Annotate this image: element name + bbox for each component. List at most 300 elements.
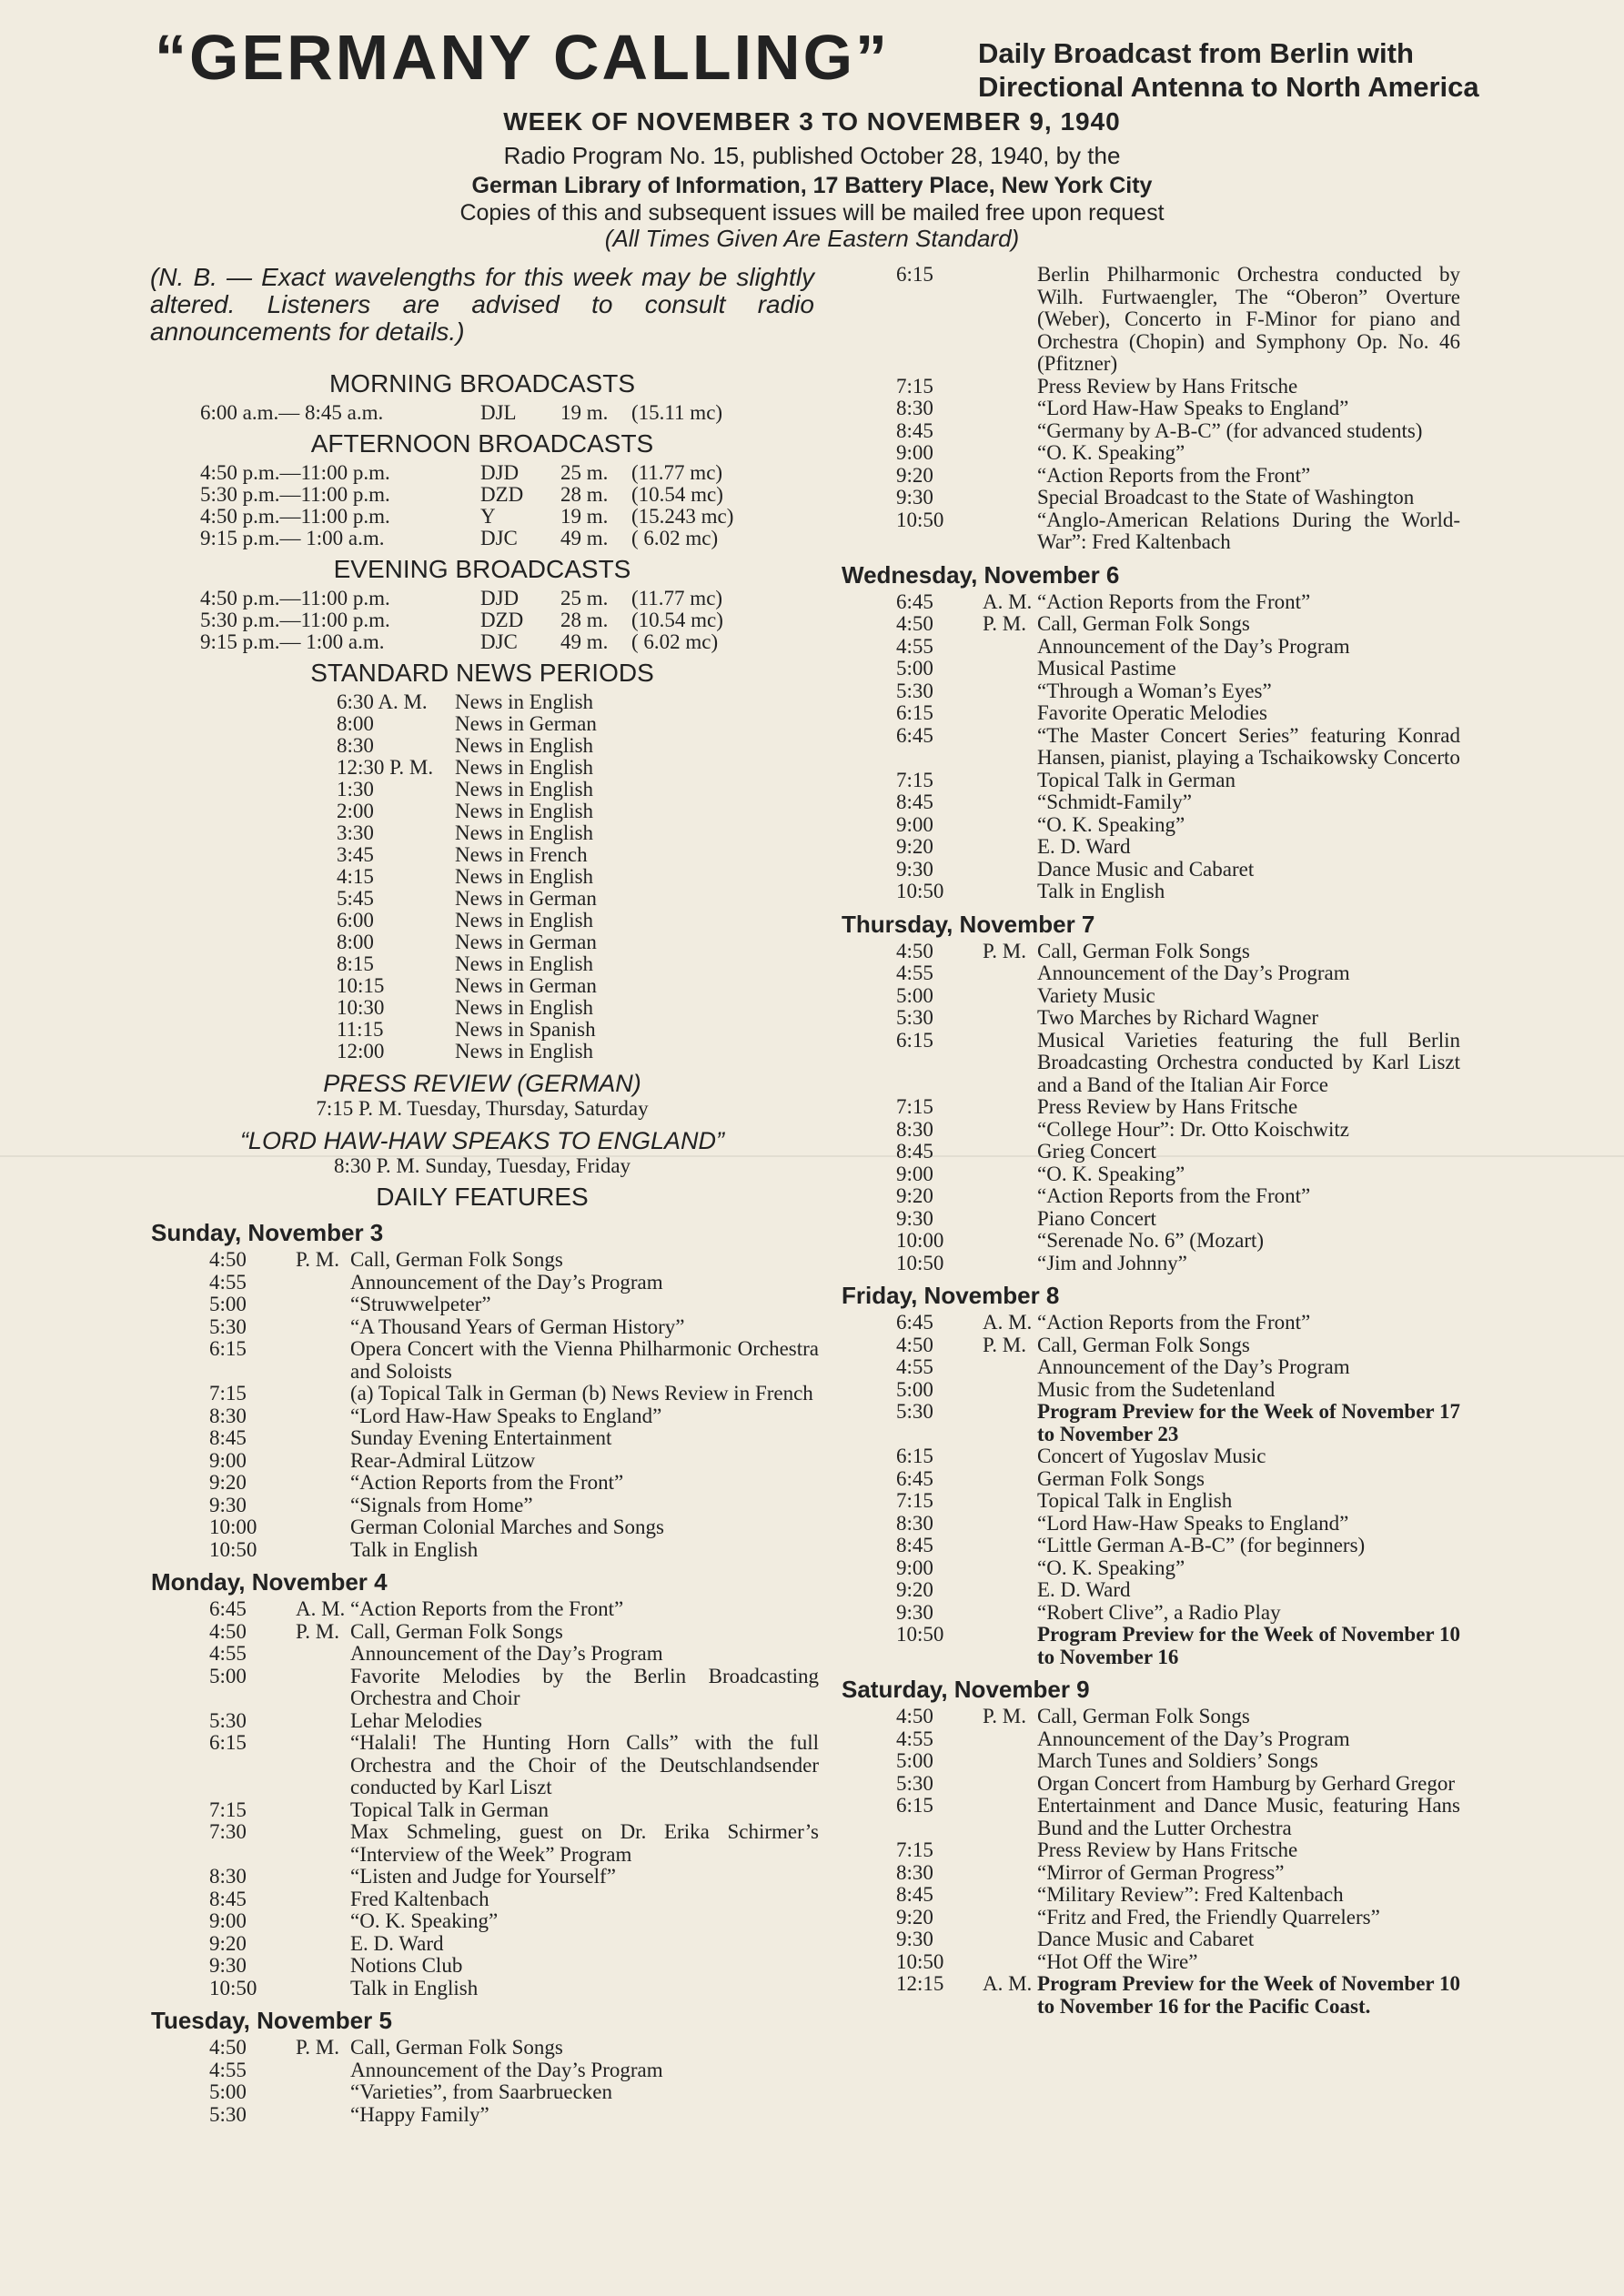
broadcast-frequency: (11.77 mc) [631,461,723,484]
program-ampm [296,1978,350,2000]
news-time: 11:15 [337,1018,384,1041]
news-time: 1:30 [337,778,374,801]
broadcast-time: 6:00 a.m.— 8:45 a.m. [200,401,384,424]
program-title: Fred Kaltenbach [350,1887,489,1910]
program-ampm [983,725,1037,770]
program-ampm [296,1338,350,1383]
program-row [842,1951,1460,1974]
program-title: Announcement of the Day’s Program [1037,962,1350,984]
news-language: News in English [455,996,594,1019]
program-title: “O. K. Speaking” [1037,1162,1185,1185]
broadcast-wavelength: 28 m. [560,483,609,506]
program-title: Max Schmeling, guest on Dr. Erika Schirmer’s “Interview of the Week” Program [350,1820,819,1866]
program-title: Musical Varieties featuring the full Berlin Broadcasting Orchestra conducted by Karl Liszt and a Band of the Italian Air Force [1037,1028,1460,1096]
program-title: “College Hour”: Dr. Otto Koischwitz [1037,1117,1350,1141]
program-title: Announcement of the Day’s Program [350,2058,663,2081]
program-title: Announcement of the Day’s Program [1037,1355,1350,1378]
program-ampm: P. M. [296,1248,339,1271]
evening-title: EVENING BROADCASTS [333,555,631,583]
press-review-schedule: 7:15 P. M. Tuesday, Thursday, Saturday [316,1097,649,1120]
program-row [842,1728,1460,1751]
program-row [842,1973,1460,2018]
program-time: 6:15 [896,1028,933,1052]
program-row [146,1450,819,1473]
program-time: 8:45 [896,418,933,442]
program-time: 8:30 [896,397,933,419]
program-ampm [296,2059,350,2082]
news-language: News in Spanish [455,1018,596,1041]
program-ampm [983,1907,1037,1929]
program-ampm: P. M. [983,939,1026,962]
program-title: “Military Review”: Fred Kaltenbach [1037,1883,1344,1906]
program-ampm [983,1728,1037,1751]
program-title: “Happy Family” [350,2102,489,2126]
program-row [146,1383,819,1405]
news-row [146,888,819,910]
program-ampm [983,1795,1037,1839]
program-ampm [983,1839,1037,1862]
broadcast-row [146,462,819,484]
program-time: 4:55 [896,1355,933,1378]
program-ampm [983,1884,1037,1907]
program-time: 4:55 [209,1270,247,1294]
broadcast-frequency: (10.54 mc) [631,483,723,506]
program-time: 9:00 [896,441,933,464]
program-row [842,509,1460,554]
program-ampm: A. M. [983,1311,1033,1334]
program-row [842,398,1460,420]
news-language: News in English [455,865,594,888]
program-title: Berlin Philharmonic Orchestra conducted by Wilh. Furtwaengler, The “Oberon” Overture (Weber), Concerto in F-Minor for piano and Orchestra (Chopin) and Symphony Op. No. 46 (Pfitzner) [1037,263,1460,375]
program-time: 4:55 [896,962,933,984]
program-row [842,1490,1460,1513]
program-ampm [983,487,1037,509]
program-title: “Action Reports from the Front” [1037,589,1311,613]
news-time: 12:30 P. M. [337,756,434,779]
program-row [842,1379,1460,1402]
program-time: 4:50 [209,2036,247,2059]
program-title: Musical Pastime [1037,657,1176,680]
program-row [146,1910,819,1933]
broadcast-row [146,484,819,506]
program-row [842,420,1460,443]
program-row [146,1316,819,1339]
program-time: 5:30 [896,1400,933,1423]
program-row [842,702,1460,725]
program-row [842,1839,1460,1862]
broadcast-time: 4:50 p.m.—11:00 p.m. [200,461,390,484]
program-time: 5:00 [209,1664,247,1687]
program-ampm: P. M. [296,2036,339,2059]
news-time: 10:30 [337,996,385,1019]
program-time: 4:50 [896,612,933,635]
program-time: 5:30 [209,2102,247,2126]
program-time: 8:30 [896,1511,933,1535]
program-title: Favorite Operatic Melodies [1037,701,1267,724]
program-title: Talk in English [350,1976,479,1999]
program-time: 8:45 [896,1140,933,1163]
program-ampm [983,1490,1037,1513]
program-ampm [983,1401,1037,1445]
program-row [146,1272,819,1294]
program-title: Program Preview for the Week of November 10 to November 16 for the Pacific Coast. [1037,1972,1460,2018]
broadcast-row [146,506,819,528]
news-time: 5:45 [337,887,374,910]
news-language: News in German [455,712,597,735]
program-ampm [983,680,1037,703]
program-ampm [983,1163,1037,1186]
broadcast-row [146,528,819,549]
program-ampm [983,1096,1037,1119]
program-row [146,2037,819,2059]
broadcast-frequency: ( 6.02 mc) [631,630,719,653]
program-row [842,264,1460,376]
program-time: 4:55 [209,1642,247,1665]
news-row [146,801,819,822]
news-row [146,757,819,779]
program-time: 4:55 [896,634,933,658]
program-row [842,1468,1460,1491]
program-row [842,1579,1460,1602]
broadcast-station: DJL [480,401,517,424]
program-time: 5:00 [896,983,933,1007]
right-column [842,264,1460,2018]
program-title: Topical Talk in German [1037,768,1236,791]
program-row [146,1495,819,1517]
program-ampm [983,859,1037,881]
broadcast-time: 5:30 p.m.—11:00 p.m. [200,609,390,631]
broadcast-wavelength: 28 m. [560,609,609,631]
day-heading-wednesday: Wednesday, November 6 [842,560,1120,589]
program-ampm [296,2104,350,2127]
program-row [842,985,1460,1008]
program-title: “O. K. Speaking” [1037,441,1185,464]
news-row [146,735,819,757]
program-title: “Halali! The Hunting Horn Calls” with the full Orchestra and the Choir of the Deutschlandsender conducted by Karl Liszt [350,1731,819,1798]
news-row [146,691,819,713]
program-time: 8:45 [896,1534,933,1556]
sunday-list [146,1249,819,1561]
news-row [146,910,819,931]
program-time: 9:30 [209,1954,247,1977]
broadcast-frequency: (10.54 mc) [631,609,723,631]
program-row [842,814,1460,837]
program-row [842,1119,1460,1142]
news-time: 6:00 [337,909,374,931]
program-title: Topical Talk in German [350,1798,549,1821]
program-row [842,613,1460,636]
news-row [146,1041,819,1062]
program-title: “Little German A-B-C” (for beginners) [1037,1534,1366,1556]
program-time: 10:50 [896,1623,944,1646]
program-ampm [296,1910,350,1933]
program-row [842,1602,1460,1625]
program-ampm [983,1445,1037,1468]
program-time: 4:55 [209,2058,247,2081]
program-row [146,1621,819,1644]
program-title: “Lord Haw-Haw Speaks to England” [1037,397,1349,419]
program-row [842,1557,1460,1580]
program-time: 8:30 [209,1865,247,1888]
program-ampm [983,1356,1037,1379]
program-row [146,1539,819,1562]
program-row [146,1598,819,1621]
program-ampm [983,1773,1037,1796]
lord-haw-schedule: 8:30 P. M. Sunday, Tuesday, Friday [333,1154,631,1177]
program-row [842,941,1460,963]
program-ampm [983,1579,1037,1602]
program-title: “Signals from Home” [350,1493,533,1516]
program-title: “Through a Woman’s Eyes” [1037,679,1272,702]
wavelength-note: (N. B. — Exact wavelengths for this week may be slightly altered. Listeners are advised to consult radio announcements for details.) [150,263,814,346]
news-language: News in English [455,800,594,822]
program-ampm [296,1294,350,1316]
tuesday-list [146,2037,819,2126]
program-time: 6:45 [209,1597,247,1620]
program-title: “Struwwelpeter” [350,1293,491,1315]
program-ampm [983,1379,1037,1402]
program-time: 6:45 [896,1311,933,1334]
program-row [842,1535,1460,1557]
program-row [842,1356,1460,1379]
program-ampm: P. M. [983,612,1026,635]
program-row [842,1706,1460,1728]
program-ampm [296,1933,350,1956]
program-ampm [983,509,1037,554]
left-column [146,364,819,2126]
program-ampm [296,1799,350,1822]
program-time: 8:45 [209,1426,247,1449]
program-title: “Varieties”, from Saarbruecken [350,2080,612,2103]
program-ampm [983,264,1037,376]
program-title: “Germany by A-B-C” (for advanced students) [1037,418,1423,442]
program-ampm [296,2081,350,2104]
program-ampm [983,1750,1037,1773]
broadcast-frequency: (15.243 mc) [631,505,734,528]
program-time: 10:00 [209,1516,257,1538]
program-title: “Lord Haw-Haw Speaks to England” [1037,1511,1349,1535]
program-time: 9:30 [896,1928,933,1950]
broadcast-row [146,631,819,653]
page-subtitle [978,36,1506,104]
program-ampm [983,985,1037,1008]
program-row [146,1799,819,1822]
day-heading-friday: Friday, November 8 [842,1282,1060,1309]
program-ampm [296,1316,350,1339]
day-heading-saturday: Saturday, November 9 [842,1676,1090,1703]
tuesday-continued-list [842,264,1460,554]
program-time: 4:50 [896,1705,933,1727]
program-ampm [983,442,1037,465]
program-title: German Colonial Marches and Songs [350,1516,664,1538]
program-title: Press Review by Hans Fritsche [1037,1095,1298,1118]
program-time: 5:30 [209,1708,247,1732]
broadcast-time: 9:15 p.m.— 1:00 a.m. [200,527,385,549]
program-time: 9:30 [209,1493,247,1516]
program-time: 4:50 [896,1333,933,1356]
news-language: News in English [455,1040,594,1062]
program-row [842,791,1460,814]
broadcast-row [146,402,819,424]
program-ampm [983,376,1037,398]
program-time: 6:15 [896,701,933,724]
broadcast-station: DJC [480,527,518,549]
broadcast-time: 4:50 p.m.—11:00 p.m. [200,587,390,609]
program-row [842,1185,1460,1208]
program-time: 10:50 [896,880,944,902]
program-time: 6:15 [896,263,933,286]
program-row [842,1928,1460,1951]
news-row [146,931,819,953]
library-line: German Library of Information, 17 Battery Place, New York City [471,173,1153,198]
program-time: 7:15 [896,1489,933,1512]
program-row [842,1141,1460,1163]
broadcast-station: Y [480,505,496,528]
day-heading-tuesday: Tuesday, November 5 [151,2007,392,2034]
program-ampm [983,1468,1037,1491]
program-time: 8:45 [896,1883,933,1906]
program-row [842,1253,1460,1275]
news-time: 12:00 [337,1040,385,1062]
timezone-note: (All Times Given Are Eastern Standard) [604,225,1020,252]
program-time: 6:15 [209,1337,247,1360]
broadcast-frequency: ( 6.02 mc) [631,527,719,549]
program-title: “Action Reports from the Front” [1037,463,1311,487]
program-ampm [983,1862,1037,1885]
program-title: “Fritz and Fred, the Friendly Quarrelers” [1037,1905,1380,1928]
program-title: “Action Reports from the Front” [1037,1184,1311,1207]
news-time: 6:30 A. M. [337,690,428,713]
program-time: 10:00 [896,1229,944,1252]
program-title: Call, German Folk Songs [350,1248,563,1271]
program-ampm [296,1666,350,1710]
program-row [146,1933,819,1956]
program-title: (a) Topical Talk in German (b) News Review in French [350,1382,813,1405]
program-time: 5:30 [896,679,933,702]
program-time: 6:45 [896,1466,933,1490]
program-title: Call, German Folk Songs [350,1619,563,1643]
program-ampm [983,1185,1037,1208]
program-time: 7:15 [896,1095,933,1118]
program-ampm: P. M. [983,1333,1026,1356]
news-language: News in German [455,931,597,953]
program-ampm [296,1888,350,1911]
news-row [146,866,819,888]
program-time: 7:30 [209,1820,247,1843]
program-title: “A Thousand Years of German History” [350,1314,685,1338]
morning-title: MORNING BROADCASTS [328,369,636,398]
program-row [842,770,1460,792]
program-ampm [296,1710,350,1733]
program-title: “Anglo-American Relations During the World-War”: Fred Kaltenbach [1037,508,1460,553]
program-title: Grieg Concert [1037,1140,1156,1163]
broadcast-station: DJC [480,630,518,653]
program-time: 5:00 [209,1293,247,1315]
program-ampm [983,1513,1037,1536]
program-row [842,1862,1460,1885]
program-time: 10:50 [896,508,944,531]
program-row [842,465,1460,488]
news-time: 8:00 [337,712,374,735]
broadcast-wavelength: 25 m. [560,587,609,609]
program-row [146,1666,819,1710]
program-time: 9:20 [209,1471,247,1494]
program-title: Dance Music and Cabaret [1037,857,1255,881]
program-title: “Schmidt-Family” [1037,791,1192,813]
program-row [842,1096,1460,1119]
program-row [146,1643,819,1666]
program-row [842,1624,1460,1668]
program-ampm [296,1955,350,1978]
program-row [146,1710,819,1733]
news-time: 8:00 [337,931,374,953]
monday-list [146,1598,819,1999]
program-ampm [983,658,1037,680]
afternoon-title: AFTERNOON BROADCASTS [310,429,654,458]
program-row [146,1888,819,1911]
copies-line: Copies of this and subsequent issues will be mailed free upon request [459,200,1165,226]
program-title: Call, German Folk Songs [1037,939,1250,962]
program-title: March Tunes and Soldiers’ Songs [1037,1749,1318,1772]
program-time: 9:20 [896,1905,933,1928]
program-time: 9:20 [896,463,933,487]
program-title: Call, German Folk Songs [1037,1705,1250,1727]
news-row [146,822,819,844]
program-title: “O. K. Speaking” [350,1909,499,1932]
program-ampm [296,1405,350,1428]
publication-line: Radio Program No. 15, published October 28, 1940, by the [503,142,1121,169]
subtitle-line-2: Directional Antenna to North America [978,71,1479,103]
program-title: “Action Reports from the Front” [350,1597,624,1620]
program-time: 5:30 [896,1771,933,1795]
broadcast-time: 5:30 p.m.—11:00 p.m. [200,483,390,506]
news-language: News in English [455,778,594,801]
program-time: 9:30 [896,486,933,509]
program-ampm [983,1535,1037,1557]
program-time: 9:30 [896,1600,933,1624]
program-row [842,591,1460,614]
week-heading: WEEK OF NOVEMBER 3 TO NOVEMBER 9, 1940 [503,107,1121,136]
program-time: 9:20 [896,1578,933,1601]
lord-haw-title: “LORD HAW-HAW SPEAKS TO ENGLAND” [239,1127,725,1154]
program-time: 9:30 [896,857,933,881]
program-title: Call, German Folk Songs [1037,612,1250,635]
program-row [146,1427,819,1450]
program-time: 6:15 [209,1731,247,1754]
broadcast-frequency: (15.11 mc) [631,401,723,424]
program-title: Press Review by Hans Fritsche [1037,1838,1298,1861]
program-time: 9:00 [896,1162,933,1185]
program-row [146,2104,819,2127]
program-ampm: A. M. [983,1972,1033,1995]
news-time: 3:45 [337,843,374,866]
program-row [842,1007,1460,1030]
program-ampm [296,1866,350,1888]
program-row [842,1312,1460,1334]
news-language: News in English [455,734,594,757]
program-title: Rear-Admiral Lützow [350,1448,536,1472]
news-time: 8:15 [337,952,374,975]
program-ampm [983,1602,1037,1625]
program-title: Two Marches by Richard Wagner [1037,1006,1319,1029]
program-title: Lehar Melodies [350,1708,482,1732]
program-row [146,1732,819,1799]
program-title: “Robert Clive”, a Radio Play [1037,1600,1281,1624]
program-ampm [983,465,1037,488]
news-time: 3:30 [337,821,374,844]
program-row [146,1516,819,1539]
broadcast-station: DJD [480,587,519,609]
